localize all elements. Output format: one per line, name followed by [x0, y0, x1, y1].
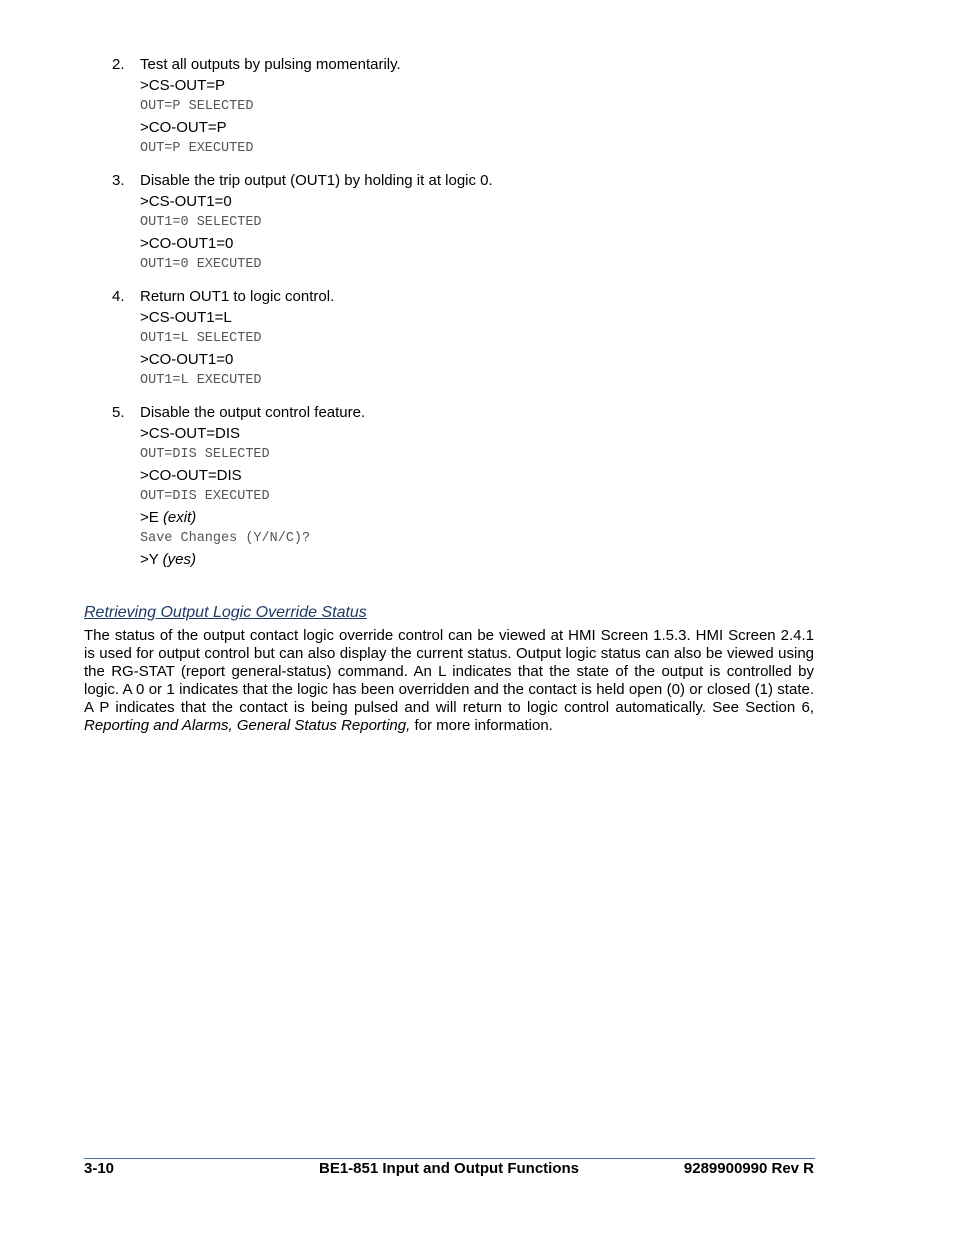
relay-response-line: OUT=DIS EXECUTED — [140, 489, 270, 504]
paragraph-section-reference: Reporting and Alarms, General Status Reporting, — [84, 717, 411, 734]
command-line: >CO-OUT1=0 — [140, 351, 234, 368]
relay-response-line: OUT=P EXECUTED — [140, 141, 254, 156]
command-note: (exit) — [162, 509, 197, 526]
command-line: >CO-OUT1=0 — [140, 235, 234, 252]
step-body — [140, 54, 800, 159]
command-text: >E — [140, 509, 163, 526]
paragraph-text: The status of the output contact logic override control can be viewed at HMI Screen 1.5.3. HMI Screen 2.4.1 is used for output control but can also display the current status. Output logic status can also be viewed using the RG-STAT (report general-status) command. An L indicates that the state of the output is controlled by logic. A 0 or 1 indicates that the logic has been overridden and the contact is held open (0) or closed (1) state. A P indicates that the contact is being pulsed and will return to logic control automatically. See Section 6, — [84, 627, 814, 716]
command-line — [140, 507, 800, 528]
command-text: >Y — [140, 551, 163, 568]
command-line: Disable the output control feature. — [140, 404, 366, 421]
command-note: (yes) — [162, 551, 197, 568]
section-heading: Retrieving Output Logic Override Status — [84, 604, 367, 621]
relay-response-line: OUT1=L EXECUTED — [140, 373, 262, 388]
page-footer — [84, 1160, 814, 1180]
relay-response-line: OUT=DIS SELECTED — [140, 447, 270, 462]
step-body — [140, 170, 800, 275]
step-number: 5. — [112, 404, 125, 421]
step-number: 2. — [112, 56, 125, 73]
relay-response-line: OUT1=0 SELECTED — [140, 215, 262, 230]
step-number: 3. — [112, 172, 125, 189]
relay-response-line: OUT1=L SELECTED — [140, 331, 262, 346]
command-line: Test all outputs by pulsing momentarily. — [140, 56, 401, 73]
footer-page-number: 3-10 — [84, 1160, 115, 1177]
relay-response-line: OUT1=0 EXECUTED — [140, 257, 262, 272]
footer-rule — [84, 1158, 815, 1159]
command-line: >CS-OUT=DIS — [140, 425, 241, 442]
command-line: >CS-OUT=P — [140, 77, 226, 94]
command-line: Return OUT1 to logic control. — [140, 288, 335, 305]
section-paragraph — [84, 627, 814, 735]
command-line: >CO-OUT=DIS — [140, 467, 242, 484]
relay-response-line: OUT=P SELECTED — [140, 99, 254, 114]
step-body — [140, 286, 800, 391]
command-line — [140, 549, 800, 570]
command-line: >CS-OUT1=0 — [140, 193, 232, 210]
paragraph-text-end: for more information. — [410, 717, 553, 734]
step-body — [140, 402, 800, 570]
command-line: >CS-OUT1=L — [140, 309, 232, 326]
command-line: >CO-OUT=P — [140, 119, 227, 136]
relay-response-line: Save Changes (Y/N/C)? — [140, 531, 311, 546]
step-number: 4. — [112, 288, 125, 305]
footer-title: BE1-851 Input and Output Functions — [319, 1160, 579, 1177]
command-line: Disable the trip output (OUT1) by holding it at logic 0. — [140, 172, 493, 189]
footer-doc-number: 9289900990 Rev R — [683, 1160, 814, 1177]
